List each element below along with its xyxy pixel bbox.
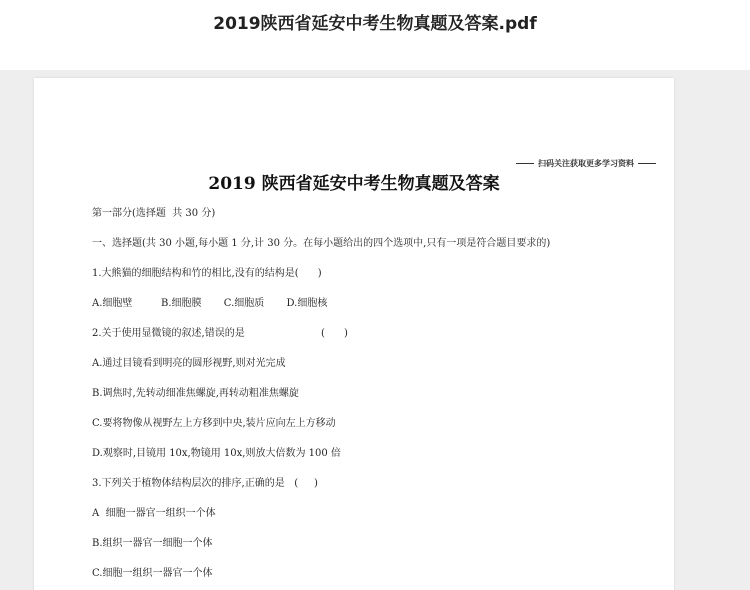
section-heading: 第一部分(选择题 共 30 分) [92,208,216,219]
question-2-option-d: D.观察时,目镜用 10x,物镜用 10x,则放大倍数为 100 倍 [92,448,341,459]
section-instructions: 一、选择题(共 30 小题,每小题 1 分,计 30 分。在每小题给出的四个选项中,只有一项是符合题目要求的) [92,238,551,249]
question-1: 1.大熊猫的细胞结构和竹的相比,没有的结构是( ) [92,268,322,279]
question-2-option-a: A.通过目镜看到明亮的圆形视野,则对光完成 [92,358,286,369]
question-2-option-c: C.要将物像从视野左上方移到中央,装片应向左上方移动 [92,418,336,429]
header-dash-left [516,163,534,164]
question-3-option-c: C.细胞一组织一器官一个体 [92,568,213,579]
question-2: 2.关于使用显微镜的叙述,错误的是 ( ) [92,328,348,339]
question-3-option-a: A 细胞一器官一组织一个体 [92,508,216,519]
header-dash-right [638,163,656,164]
viewer-titlebar [0,0,750,70]
document-title: 2019 陕西省延安中考生物真题及答案 [208,174,500,194]
header-note [516,158,656,169]
pdf-page [34,78,674,590]
question-3-option-b: B.组织一器官一细胞一个体 [92,538,213,549]
header-note-text: 扫码关注获取更多学习资料 [538,159,634,168]
document-viewer[interactable] [0,70,750,590]
question-2-option-b: B.调焦时,先转动细准焦螺旋,再转动粗准焦螺旋 [92,388,299,399]
question-1-options: A.细胞壁 B.细胞膜 C.细胞质 D.细胞核 [92,298,328,309]
file-title: 2019陕西省延安中考生物真题及答案.pdf [213,14,537,34]
question-3: 3.下列关于植物体结构层次的排序,正确的是 ( ) [92,478,318,489]
